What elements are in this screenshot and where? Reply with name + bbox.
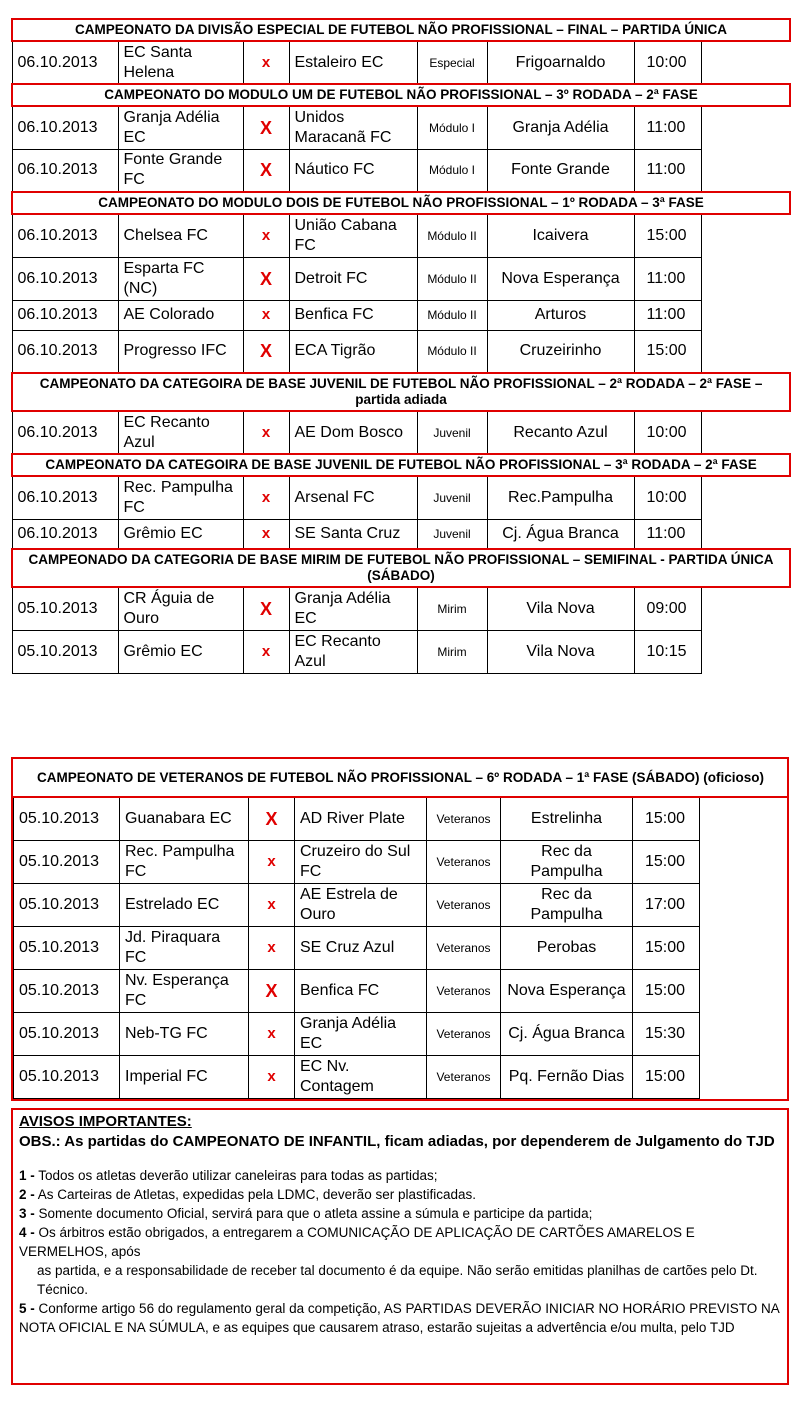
versus-mark: X: [243, 149, 289, 192]
versus-mark: x: [249, 926, 295, 969]
game-date: 05.10.2013: [14, 969, 120, 1012]
game-location: Nova Esperança: [487, 257, 634, 300]
empty-cell: [700, 1055, 788, 1098]
game-location: Perobas: [501, 926, 633, 969]
versus-mark: x: [243, 300, 289, 330]
game-row: [12, 257, 790, 300]
game-category: Juvenil: [417, 476, 487, 519]
empty-cell: [701, 519, 790, 549]
versus-mark: X: [243, 587, 289, 630]
home-team: CR Águia de Ouro: [118, 587, 243, 630]
away-team: União Cabana FC: [289, 214, 417, 257]
game-location: Vila Nova: [487, 587, 634, 630]
empty-cell: [701, 411, 790, 454]
home-team: Imperial FC: [120, 1055, 249, 1098]
game-time: 10:00: [634, 411, 701, 454]
away-team: Unidos Maracanã FC: [289, 106, 417, 149]
game-location: Pq. Fernão Dias: [501, 1055, 633, 1098]
versus-mark: x: [249, 1012, 295, 1055]
championship-header: [12, 373, 790, 411]
championship-header: [12, 192, 790, 214]
game-date: 06.10.2013: [12, 411, 118, 454]
notices-obs: OBS.: As partidas do CAMPEONATO DE INFANTIL, ficam adiadas, por dependerem de Julgamento do TJD: [19, 1133, 775, 1150]
away-team: AE Estrela de Ouro: [295, 883, 427, 926]
game-row: [12, 519, 790, 549]
game-time: 11:00: [634, 106, 701, 149]
championship-title: CAMPEONATO DE VETERANOS DE FUTEBOL NÃO PROFISSIONAL – 6º RODADA – 1ª FASE (SÁBADO) (oficioso): [14, 759, 788, 797]
game-category: Módulo II: [417, 214, 487, 257]
notice-text: Os árbitros estão obrigados, a entregarem a COMUNICAÇÃO DE APLICAÇÃO DE CARTÕES AMARELOS E VERMELHOS, após: [19, 1225, 695, 1259]
notice-item: [19, 1299, 781, 1337]
game-category: Veteranos: [427, 840, 501, 883]
away-team: AE Dom Bosco: [289, 411, 417, 454]
game-category: Veteranos: [427, 926, 501, 969]
game-location: Rec.Pampulha: [487, 476, 634, 519]
game-date: 05.10.2013: [12, 587, 118, 630]
empty-cell: [701, 300, 790, 330]
notice-text: as partida, e a responsabilidade de receber tal documento é da equipe. Não serão emitidas planilhas de cartões pelo Dt. Técnico.: [37, 1263, 758, 1297]
game-date: 05.10.2013: [12, 630, 118, 673]
away-team: ECA Tigrão: [289, 330, 417, 373]
empty-cell: [700, 926, 788, 969]
schedule-table: [11, 18, 791, 674]
game-category: Módulo II: [417, 330, 487, 373]
game-row: [12, 214, 790, 257]
away-team: Náutico FC: [289, 149, 417, 192]
game-row: [12, 41, 790, 84]
game-time: 17:00: [633, 883, 700, 926]
empty-cell: [700, 840, 788, 883]
championship-header: [12, 19, 790, 41]
home-team: Guanabara EC: [120, 797, 249, 840]
game-time: 15:00: [633, 926, 700, 969]
game-category: Veteranos: [427, 797, 501, 840]
game-category: Módulo I: [417, 149, 487, 192]
game-time: 10:15: [634, 630, 701, 673]
versus-mark: x: [243, 630, 289, 673]
championship-header: [12, 454, 790, 476]
notice-item: [19, 1166, 781, 1185]
game-location: Fonte Grande: [487, 149, 634, 192]
versus-mark: X: [249, 969, 295, 1012]
game-row: [12, 411, 790, 454]
game-date: 06.10.2013: [12, 300, 118, 330]
game-date: 06.10.2013: [12, 106, 118, 149]
game-date: 06.10.2013: [12, 41, 118, 84]
game-location: Nova Esperança: [501, 969, 633, 1012]
game-location: Rec da Pampulha: [501, 883, 633, 926]
away-team: Estaleiro EC: [289, 41, 417, 84]
home-team: Esparta FC (NC): [118, 257, 243, 300]
empty-cell: [701, 330, 790, 373]
notice-text: Conforme artigo 56 do regulamento geral da competição, AS PARTIDAS DEVERÃO INICIAR NO HORÁRIO PREVISTO NA NOTA OFICIAL E NA SÚMULA, e as equipes que causarem atraso, estarão sujeitas a advertência e/ou multa, pelo TJD: [19, 1301, 780, 1335]
empty-cell: [700, 797, 788, 840]
game-row: [14, 1012, 788, 1055]
game-location: Rec da Pampulha: [501, 840, 633, 883]
game-location: Cj. Água Branca: [501, 1012, 633, 1055]
home-team: Neb-TG FC: [120, 1012, 249, 1055]
notice-item: [19, 1204, 781, 1223]
away-team: EC Nv. Contagem: [295, 1055, 427, 1098]
game-date: 06.10.2013: [12, 330, 118, 373]
game-category: Veteranos: [427, 1055, 501, 1098]
championship-title: CAMPEONATO DA DIVISÃO ESPECIAL DE FUTEBOL NÃO PROFISSIONAL – FINAL – PARTIDA ÚNICA: [12, 19, 790, 41]
game-location: Recanto Azul: [487, 411, 634, 454]
home-team: Rec. Pampulha FC: [118, 476, 243, 519]
main-schedule: [11, 18, 789, 674]
championship-title: CAMPEONATO DA CATEGOIRA DE BASE JUVENIL DE FUTEBOL NÃO PROFISSIONAL – 2ª RODADA – 2ª FASE – partida adiada: [12, 373, 790, 411]
game-time: 10:00: [634, 476, 701, 519]
game-row: [12, 476, 790, 519]
championship-header: [14, 759, 788, 797]
game-time: 11:00: [634, 300, 701, 330]
game-date: 05.10.2013: [14, 1055, 120, 1098]
empty-cell: [701, 106, 790, 149]
game-row: [14, 840, 788, 883]
game-date: 05.10.2013: [14, 883, 120, 926]
game-row: [14, 797, 788, 840]
notice-text: As Carteiras de Atletas, expedidas pela LDMC, deverão ser plastificadas.: [34, 1187, 476, 1202]
away-team: EC Recanto Azul: [289, 630, 417, 673]
game-category: Especial: [417, 41, 487, 84]
game-category: Juvenil: [417, 411, 487, 454]
empty-cell: [700, 1012, 788, 1055]
championship-header: [12, 84, 790, 106]
game-date: 06.10.2013: [12, 149, 118, 192]
away-team: Detroit FC: [289, 257, 417, 300]
versus-mark: X: [249, 797, 295, 840]
empty-cell: [701, 587, 790, 630]
game-category: Juvenil: [417, 519, 487, 549]
championship-title: CAMPEONADO DA CATEGORIA DE BASE MIRIM DE FUTEBOL NÃO PROFISSIONAL – SEMIFINAL - PARTIDA ÚNICA (SÁBADO): [12, 549, 790, 587]
notice-number: 3 -: [19, 1206, 35, 1221]
versus-mark: X: [243, 257, 289, 300]
away-team: Granja Adélia EC: [289, 587, 417, 630]
empty-cell: [700, 969, 788, 1012]
game-category: Módulo I: [417, 106, 487, 149]
versus-mark: x: [249, 1055, 295, 1098]
game-category: Mirim: [417, 630, 487, 673]
away-team: SE Santa Cruz: [289, 519, 417, 549]
notice-number: 5 -: [19, 1301, 35, 1316]
game-time: 11:00: [634, 257, 701, 300]
game-time: 09:00: [634, 587, 701, 630]
game-date: 05.10.2013: [14, 797, 120, 840]
versus-mark: X: [243, 106, 289, 149]
game-location: Granja Adélia: [487, 106, 634, 149]
home-team: Rec. Pampulha FC: [120, 840, 249, 883]
game-date: 05.10.2013: [14, 926, 120, 969]
notice-text: Todos os atletas deverão utilizar caneleiras para todas as partidas;: [34, 1168, 438, 1183]
game-location: Icaivera: [487, 214, 634, 257]
game-row: [14, 883, 788, 926]
versus-mark: x: [249, 883, 295, 926]
game-time: 15:00: [633, 797, 700, 840]
home-team: Fonte Grande FC: [118, 149, 243, 192]
game-time: 15:00: [634, 214, 701, 257]
empty-cell: [700, 883, 788, 926]
game-time: 15:00: [633, 969, 700, 1012]
game-date: 06.10.2013: [12, 476, 118, 519]
empty-cell: [701, 41, 790, 84]
versus-mark: x: [243, 519, 289, 549]
home-team: Jd. Piraquara FC: [120, 926, 249, 969]
game-category: Veteranos: [427, 1012, 501, 1055]
championship-header: [12, 549, 790, 587]
notices-title: AVISOS IMPORTANTES:: [19, 1113, 192, 1130]
home-team: Nv. Esperança FC: [120, 969, 249, 1012]
home-team: EC Recanto Azul: [118, 411, 243, 454]
veterans-table: [13, 759, 788, 1099]
game-row: [12, 106, 790, 149]
home-team: EC Santa Helena: [118, 41, 243, 84]
home-team: Estrelado EC: [120, 883, 249, 926]
versus-mark: x: [243, 41, 289, 84]
versus-mark: x: [243, 476, 289, 519]
home-team: Chelsea FC: [118, 214, 243, 257]
game-date: 06.10.2013: [12, 214, 118, 257]
home-team: Progresso IFC: [118, 330, 243, 373]
game-time: 15:30: [633, 1012, 700, 1055]
notice-text: Somente documento Oficial, servirá para que o atleta assine a súmula e participe da partida;: [34, 1206, 593, 1221]
game-row: [14, 969, 788, 1012]
game-location: Vila Nova: [487, 630, 634, 673]
important-notices: [11, 1108, 789, 1385]
game-time: 11:00: [634, 149, 701, 192]
away-team: SE Cruz Azul: [295, 926, 427, 969]
home-team: AE Colorado: [118, 300, 243, 330]
notices-list: [19, 1166, 781, 1337]
away-team: Granja Adélia EC: [295, 1012, 427, 1055]
game-row: [12, 587, 790, 630]
empty-cell: [701, 257, 790, 300]
game-time: 11:00: [634, 519, 701, 549]
notice-item: [19, 1261, 781, 1299]
game-category: Mirim: [417, 587, 487, 630]
game-date: 05.10.2013: [14, 840, 120, 883]
game-time: 15:00: [633, 1055, 700, 1098]
game-location: Estrelinha: [501, 797, 633, 840]
game-location: Cj. Água Branca: [487, 519, 634, 549]
versus-mark: x: [249, 840, 295, 883]
game-row: [12, 630, 790, 673]
away-team: Arsenal FC: [289, 476, 417, 519]
game-location: Arturos: [487, 300, 634, 330]
game-row: [14, 926, 788, 969]
empty-cell: [701, 476, 790, 519]
game-category: Veteranos: [427, 969, 501, 1012]
game-location: Frigoarnaldo: [487, 41, 634, 84]
game-row: [14, 1055, 788, 1098]
game-time: 10:00: [634, 41, 701, 84]
away-team: AD River Plate: [295, 797, 427, 840]
away-team: Benfica FC: [295, 969, 427, 1012]
championship-title: CAMPEONATO DO MODULO UM DE FUTEBOL NÃO PROFISSIONAL – 3º RODADA – 2ª FASE: [12, 84, 790, 106]
game-category: Módulo II: [417, 257, 487, 300]
notice-item: [19, 1185, 781, 1204]
away-team: Cruzeiro do Sul FC: [295, 840, 427, 883]
game-date: 06.10.2013: [12, 519, 118, 549]
versus-mark: x: [243, 411, 289, 454]
game-date: 06.10.2013: [12, 257, 118, 300]
game-row: [12, 330, 790, 373]
championship-title: CAMPEONATO DA CATEGOIRA DE BASE JUVENIL DE FUTEBOL NÃO PROFISSIONAL – 3ª RODADA – 2ª FASE: [12, 454, 790, 476]
game-category: Veteranos: [427, 883, 501, 926]
game-date: 05.10.2013: [14, 1012, 120, 1055]
game-time: 15:00: [633, 840, 700, 883]
empty-cell: [701, 630, 790, 673]
empty-cell: [701, 214, 790, 257]
versus-mark: x: [243, 214, 289, 257]
home-team: Granja Adélia EC: [118, 106, 243, 149]
home-team: Grêmio EC: [118, 630, 243, 673]
game-row: [12, 300, 790, 330]
notice-number: 1 -: [19, 1168, 35, 1183]
home-team: Grêmio EC: [118, 519, 243, 549]
notice-number: 4 -: [19, 1225, 35, 1240]
veterans-schedule: [11, 757, 789, 1101]
game-time: 15:00: [634, 330, 701, 373]
championship-title: CAMPEONATO DO MODULO DOIS DE FUTEBOL NÃO PROFISSIONAL – 1º RODADA – 3ª FASE: [12, 192, 790, 214]
notice-number: 2 -: [19, 1187, 35, 1202]
away-team: Benfica FC: [289, 300, 417, 330]
versus-mark: X: [243, 330, 289, 373]
game-location: Cruzeirinho: [487, 330, 634, 373]
game-category: Módulo II: [417, 300, 487, 330]
game-row: [12, 149, 790, 192]
empty-cell: [701, 149, 790, 192]
notice-item: [19, 1223, 781, 1261]
